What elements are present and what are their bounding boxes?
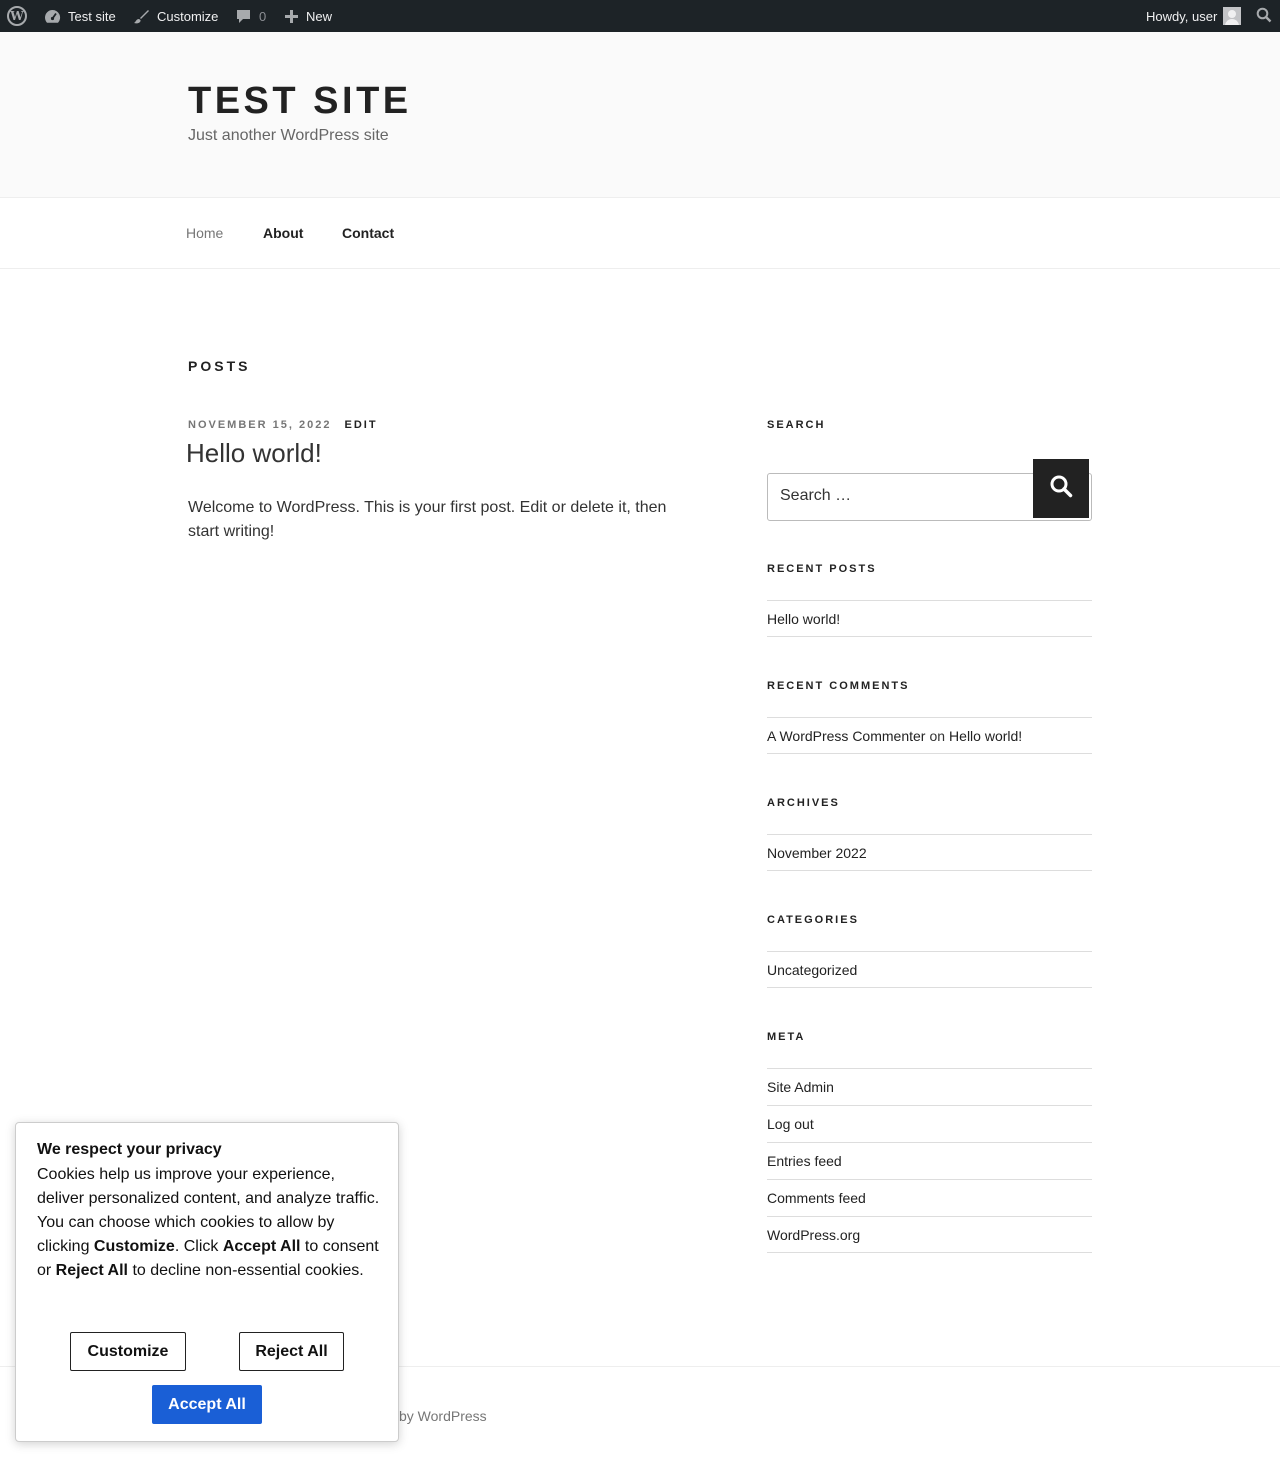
comments-link[interactable] [235,0,266,32]
search-placeholder: Search … [780,487,852,504]
edit-post-link[interactable]: EDIT [344,419,378,431]
dashboard-icon [44,9,61,24]
cookie-consent-banner [15,1122,399,1442]
site-tagline: Just another WordPress site [188,127,389,144]
meta-title: META [767,1031,806,1043]
wordpress-logo-menu[interactable] [7,0,27,32]
meta-link-wordpress-org[interactable]: WordPress.org [767,1216,1092,1253]
comment-author-link[interactable]: A WordPress Commenter [767,727,926,744]
post-excerpt: Welcome to WordPress. This is your first post. Edit or delete it, then start writing! [188,499,667,540]
brush-icon [133,9,150,24]
categories-list [767,951,1092,988]
site-title[interactable]: TEST SITE [188,80,412,122]
recent-comments-title: RECENT COMMENTS [767,680,910,692]
recent-comment-item [767,717,1092,754]
archive-link[interactable]: November 2022 [767,834,1092,871]
categories-title: CATEGORIES [767,914,859,926]
cookie-title: We respect your privacy [37,1141,222,1158]
entry-meta [188,419,378,431]
wordpress-logo-icon: W [7,6,27,26]
cookie-accept-all-button[interactable]: Accept All [152,1385,262,1424]
admin-bar [0,0,1280,32]
new-content-menu[interactable] [284,0,332,32]
category-link[interactable]: Uncategorized [767,951,1092,988]
search-submit-button[interactable] [1033,459,1089,518]
page-title: POSTS [188,358,251,374]
site-name-label: Test site [68,8,116,24]
archives-title: ARCHIVES [767,797,840,809]
search-icon [1049,474,1073,503]
admin-bar-search[interactable] [1256,0,1272,32]
comment-post-link[interactable]: Hello world! [949,727,1023,744]
meta-link-site-admin[interactable]: Site Admin [767,1068,1092,1105]
meta-link-comments-feed[interactable]: Comments feed [767,1179,1092,1216]
greeting-label: Howdy, user [1146,8,1218,24]
search-icon [1256,7,1272,26]
post-title[interactable]: Hello world! [186,438,322,468]
meta-list [767,1068,1092,1253]
avatar [1223,7,1241,25]
new-label: New [306,8,333,24]
nav-item-contact[interactable]: Contact [342,225,395,241]
post-date[interactable]: NOVEMBER 15, 2022 [188,419,332,431]
comments-count: 0 [259,8,267,24]
cookie-reject-all-button[interactable]: Reject All [239,1332,344,1371]
site-header [0,32,1280,197]
meta-link-entries-feed[interactable]: Entries feed [767,1142,1092,1179]
search-widget-title: SEARCH [767,419,826,431]
main-navigation [0,197,1280,269]
customize-link[interactable] [133,0,218,32]
recent-post-link[interactable]: Hello world! [767,600,1092,637]
comment-on-label: on [929,727,946,744]
nav-item-about[interactable]: About [263,225,304,241]
my-account-menu[interactable] [1146,0,1241,32]
nav-item-home[interactable]: Home [186,225,224,241]
meta-link-log-out[interactable]: Log out [767,1105,1092,1142]
site-name-menu[interactable] [44,0,116,32]
recent-posts-title: RECENT POSTS [767,563,877,575]
cookie-text: Cookies help us improve your experience, deliver personalized content, and analyze traffic. You can choose which cookies to allow by clicking Customize. Click Accept All to consent or Reject All to decline non-essential cookies. [37,1166,380,1279]
customize-label: Customize [157,8,219,24]
plus-icon [284,9,299,24]
archives-list [767,834,1092,871]
recent-posts-list [767,600,1092,637]
footer-credit[interactable]: by WordPress [399,1408,487,1424]
comment-bubble-icon [235,9,252,24]
cookie-customize-button[interactable]: Customize [70,1332,186,1371]
recent-comments-list [767,717,1092,754]
